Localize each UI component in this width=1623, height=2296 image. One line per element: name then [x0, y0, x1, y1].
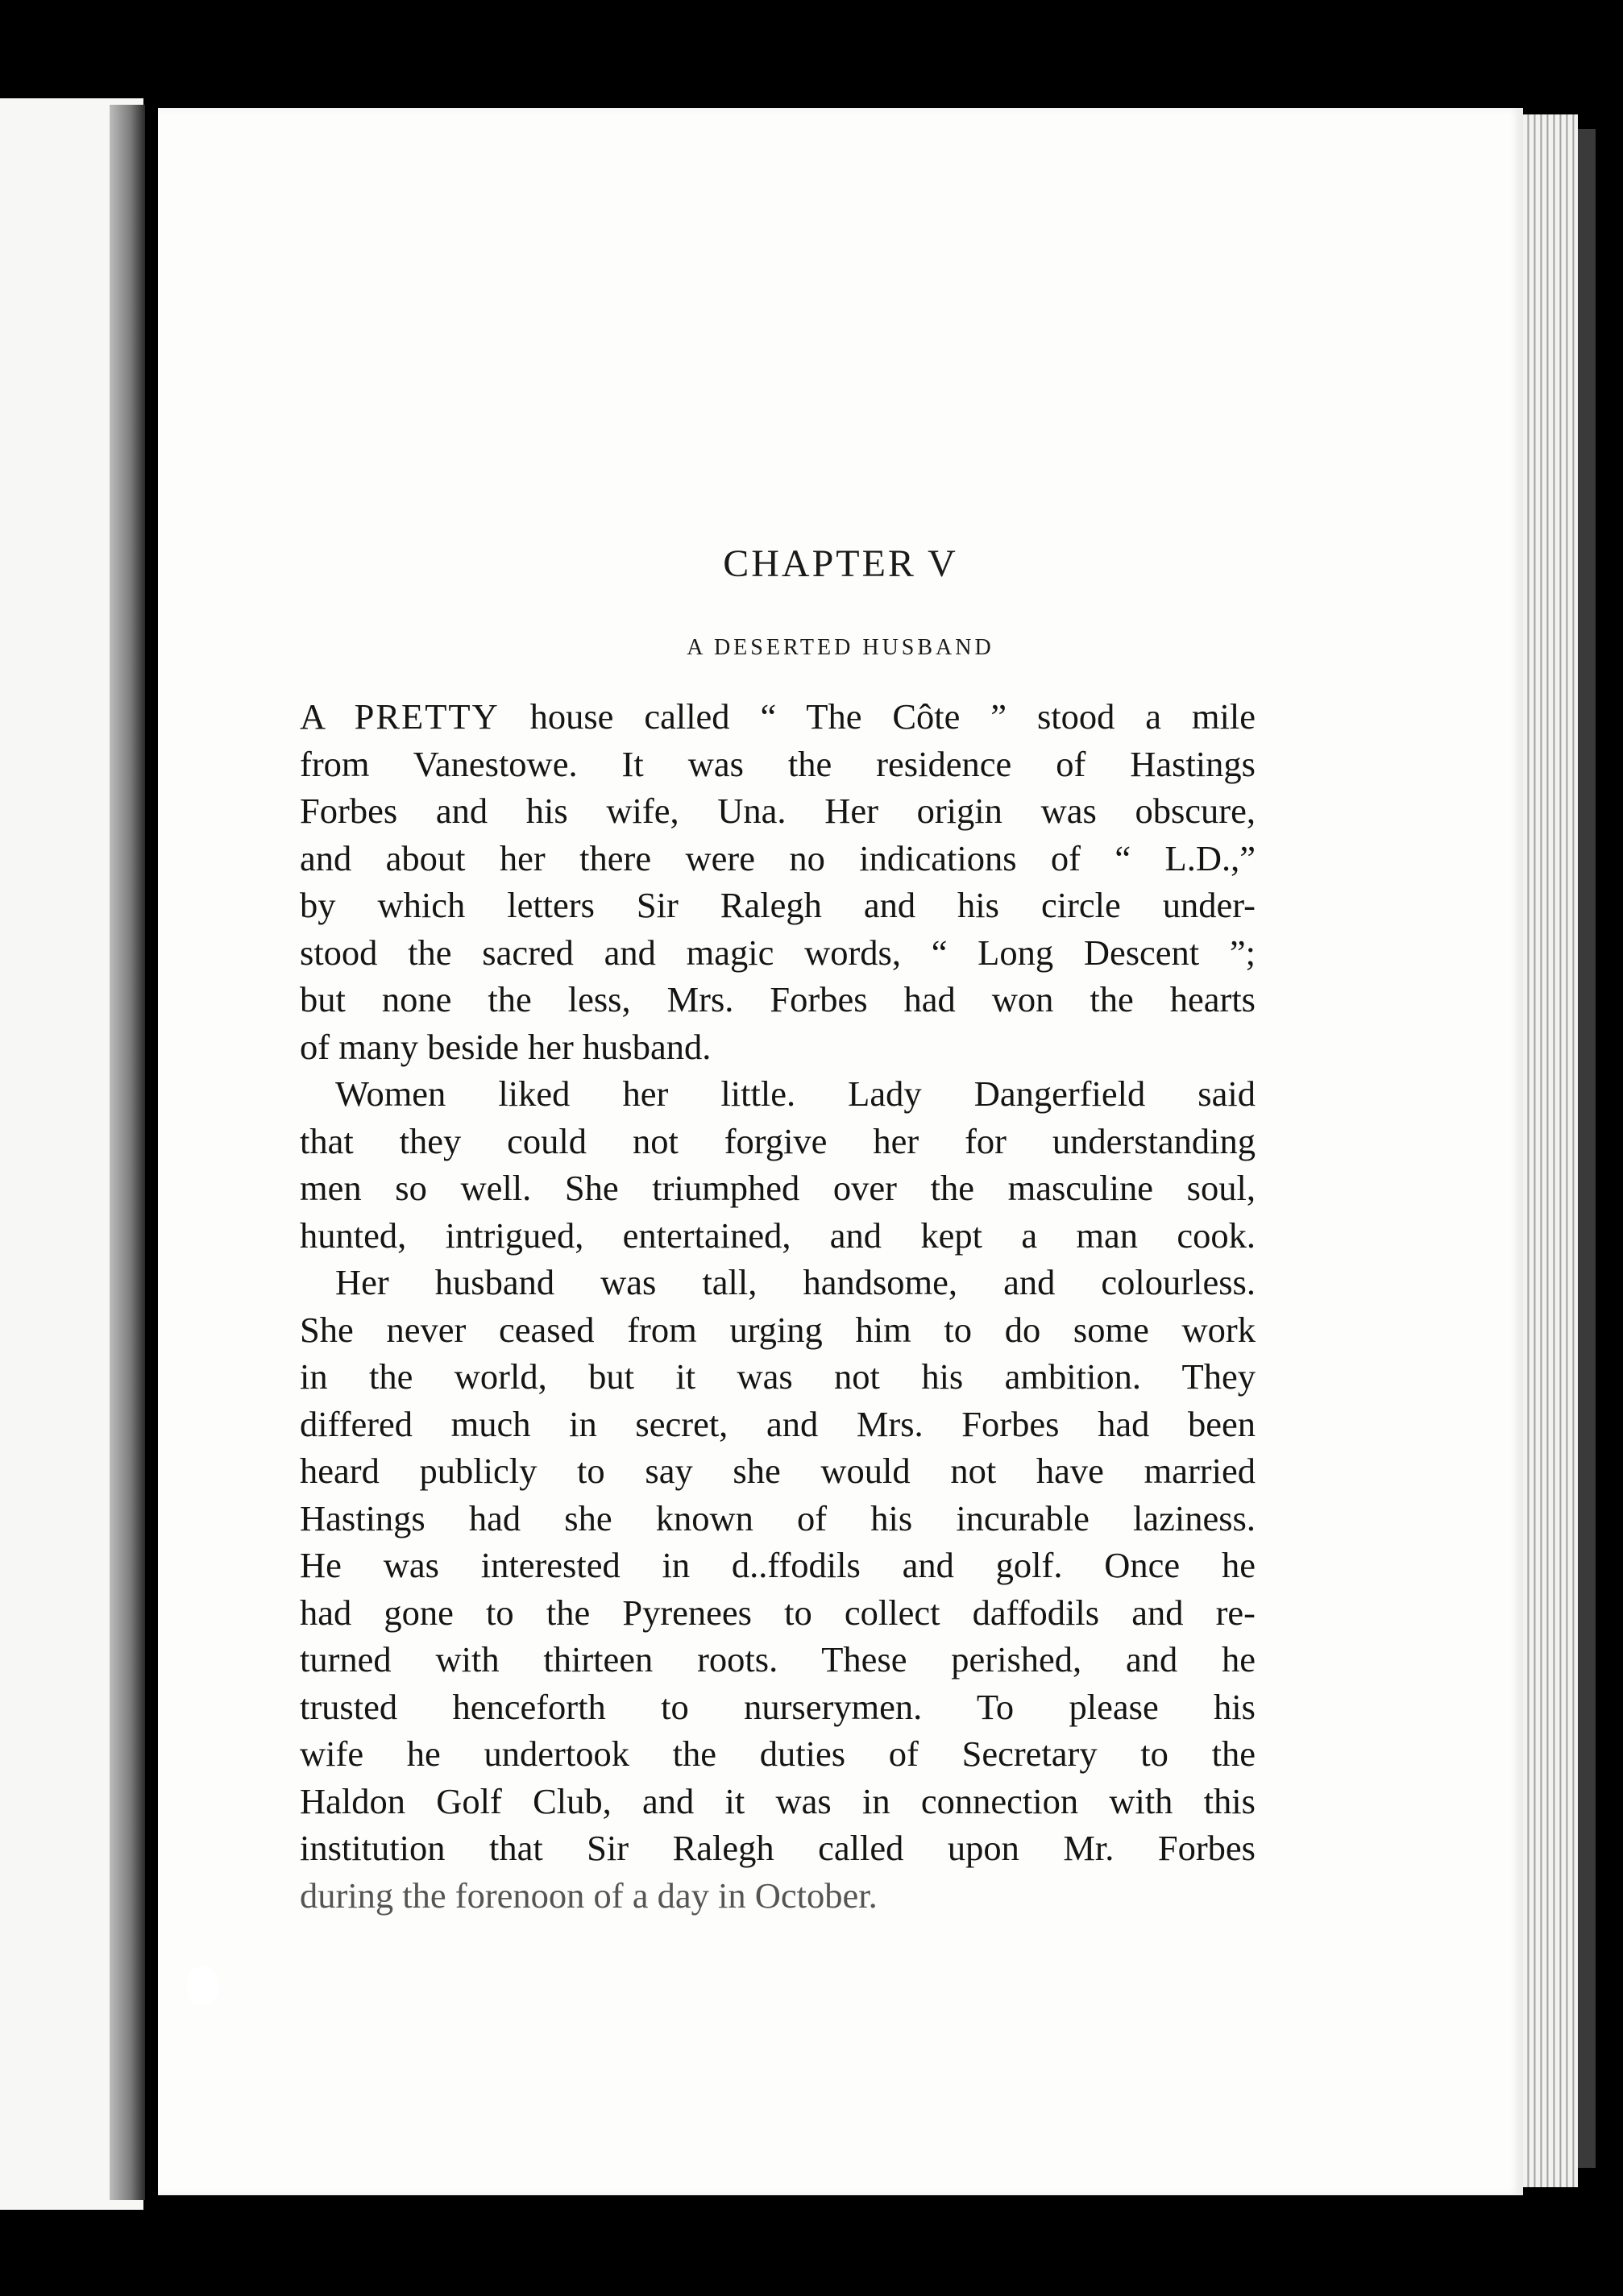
text-line: differed much in secret, and Mrs. Forbes had been — [300, 1403, 1256, 1444]
text-line: hunted, intrigued, entertained, and kept a man cook. — [300, 1214, 1256, 1256]
paragraph-start-line: Women liked her little. Lady Dangerfield said — [335, 1073, 1256, 1114]
text-line: Haldon Golf Club, and it was in connection with this — [300, 1780, 1256, 1821]
text-line: but none the less, Mrs. Forbes had won the hearts — [300, 979, 1256, 1019]
text-line — [300, 693, 1256, 741]
text-line: that they could not forgive her for understanding — [300, 1120, 1256, 1161]
text-line: during the forenoon of a day in October. — [300, 1875, 878, 1916]
text-line: wife he undertook the duties of Secretary to the — [300, 1733, 1256, 1774]
text-line: had gone to the Pyrenees to collect daffodils and re- — [300, 1592, 1256, 1633]
book-gutter — [110, 105, 145, 2200]
chapter-body — [300, 693, 1256, 1919]
text-line: She never ceased from urging him to do some work — [300, 1309, 1256, 1350]
text-line: and about her there were no indications of “ L.D.,” — [300, 837, 1256, 878]
text-line: Forbes and his wife, Una. Her origin was obscure, — [300, 791, 1256, 831]
chapter-title: CHAPTER V — [723, 542, 958, 585]
text-line: by which letters Sir Ralegh and his circle under- — [300, 885, 1256, 925]
opening-word: A — [300, 696, 324, 737]
text-line: in the world, but it was not his ambition. They — [300, 1356, 1256, 1397]
page-blemish — [187, 1966, 219, 2005]
text-line: turned with thirteen roots. These perished, and he — [300, 1639, 1256, 1679]
text-line: institution that Sir Ralegh called upon Mr. Forbes — [300, 1828, 1256, 1868]
page-stack-edge — [1523, 114, 1578, 2187]
text-line: He was interested in d..ffodils and golf. Once he — [300, 1545, 1256, 1585]
opening-smallcaps: PRETTY — [354, 696, 500, 737]
line-text: house called “ The Côte ” stood a mile — [499, 696, 1256, 737]
text-line: from Vanestowe. It was the residence of Hastings — [300, 743, 1256, 784]
chapter-subtitle: A DESERTED HUSBAND — [687, 635, 994, 660]
text-line: heard publicly to say she would not have married — [300, 1451, 1256, 1491]
text-line: stood the sacred and magic words, “ Long Descent ”; — [300, 932, 1256, 973]
book-cover-edge — [1578, 129, 1596, 2168]
paragraph-start-line: Her husband was tall, handsome, and colourless. — [335, 1262, 1256, 1302]
text-line: of many beside her husband. — [300, 1026, 712, 1067]
text-line: trusted henceforth to nurserymen. To please his — [300, 1686, 1256, 1727]
text-line: men so well. She triumphed over the masculine soul, — [300, 1168, 1256, 1208]
text-line: Hastings had she known of his incurable laziness. — [300, 1497, 1256, 1538]
